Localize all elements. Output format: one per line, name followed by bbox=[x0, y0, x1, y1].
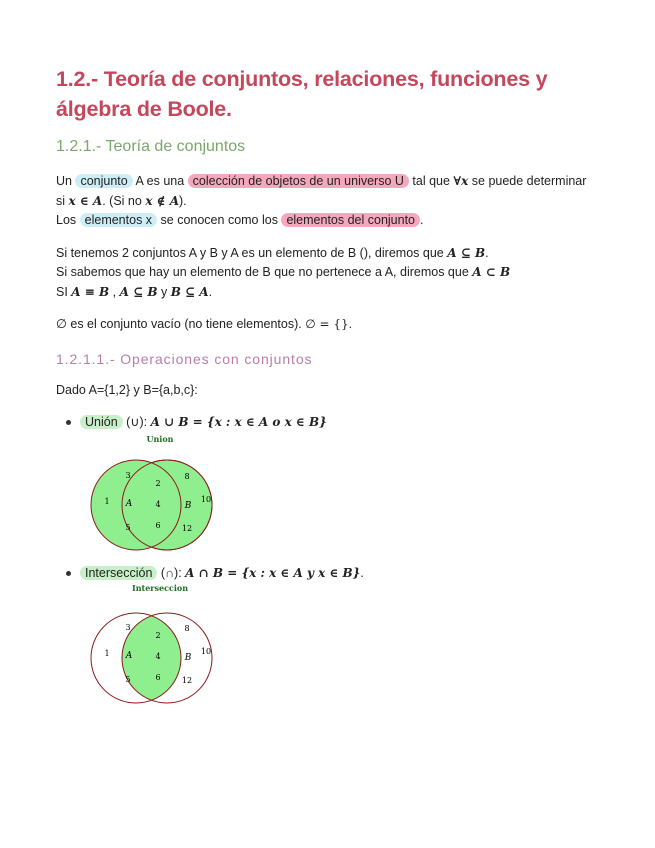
bullet-icon bbox=[66, 420, 71, 425]
highlight-interseccion: Intersección bbox=[80, 566, 157, 580]
definition-block bbox=[56, 172, 616, 231]
svg-text:4: 4 bbox=[155, 652, 161, 661]
highlight-conjunto: conjunto bbox=[75, 174, 132, 188]
math-a-subseteq-b: A ⊆ B bbox=[119, 284, 158, 299]
subset-line-2: Si sabemos que hay un elemento de B que no pertenece a A, diremos que A ⊂ B bbox=[56, 265, 511, 279]
definition-line-1: Un conjunto A es una colección de objetos de un universo U tal que ∀x se puede determinar bbox=[56, 174, 587, 188]
page-title: 1.2.- Teoría de conjuntos, relaciones, funciones y álgebra de Boole. bbox=[56, 67, 548, 121]
math-x-notin-a: x ∉ A bbox=[145, 193, 180, 208]
svg-text:2: 2 bbox=[155, 479, 161, 488]
math-x-in-a: x ∈ A bbox=[68, 193, 103, 208]
subset-line-3: SI A ≡ B , A ⊆ B y B ⊆ A. bbox=[56, 284, 213, 299]
highlight-union: Unión bbox=[80, 415, 123, 429]
empty-set-block bbox=[56, 315, 616, 335]
highlight-elementos-conjunto: elementos del conjunto bbox=[281, 213, 420, 227]
svg-text:10: 10 bbox=[200, 647, 212, 656]
svg-text:A: A bbox=[125, 499, 133, 509]
svg-text:1: 1 bbox=[104, 497, 110, 506]
union-diagram-wrap bbox=[80, 434, 616, 558]
given-sets: Dado A={1,2} y B={a,b,c}: bbox=[56, 382, 198, 397]
svg-text:A: A bbox=[125, 651, 133, 661]
math-forall: ∀x bbox=[453, 174, 469, 188]
highlight-coleccion: colección de objetos de un universo U bbox=[188, 174, 409, 188]
svg-text:5: 5 bbox=[125, 675, 131, 684]
svg-text:B: B bbox=[184, 653, 192, 663]
svg-text:6: 6 bbox=[155, 673, 161, 682]
math-subseteq: A ⊆ B bbox=[447, 245, 486, 260]
svg-text:5: 5 bbox=[125, 523, 131, 532]
svg-text:10: 10 bbox=[200, 495, 212, 504]
union-venn-diagram bbox=[86, 434, 246, 558]
svg-text:6: 6 bbox=[155, 521, 161, 530]
document-page bbox=[56, 64, 616, 707]
operations-title: 1.2.1.1.- Operaciones con conjuntos bbox=[56, 350, 313, 367]
svg-text:4: 4 bbox=[155, 500, 161, 509]
subset-block bbox=[56, 244, 616, 303]
svg-text:12: 12 bbox=[181, 524, 193, 533]
math-equiv: A ≡ B bbox=[71, 284, 110, 299]
svg-text:8: 8 bbox=[184, 624, 190, 633]
intersection-diagram-title: Interseccion bbox=[131, 583, 189, 593]
empty-set-line: ∅ es el conjunto vacío (no tiene elementos). ∅ = {}. bbox=[56, 317, 353, 331]
math-subset: A ⊂ B bbox=[472, 265, 511, 279]
svg-text:3: 3 bbox=[125, 471, 131, 480]
list-item-interseccion: Intersección (∩): A ∩ B = {x : x ∈ A y x ∈ B}. Interseccion 3 1 5 A 2 4 6 8 B 10 12 bbox=[56, 564, 616, 707]
definition-line-2: si x ∈ A. (Si no x ∉ A). bbox=[56, 193, 187, 208]
svg-text:B: B bbox=[184, 501, 192, 511]
svg-text:3: 3 bbox=[125, 623, 131, 632]
intersection-venn-diagram bbox=[86, 583, 246, 707]
list-item-union: Unión (∪): A ∪ B = {x : x ∈ A o x ∈ B} Union 3 1 5 A 2 4 6 8 B 10 12 bbox=[56, 413, 616, 558]
bullet-icon bbox=[66, 571, 71, 576]
intersection-diagram-wrap bbox=[80, 583, 616, 707]
subset-line-1: Si tenemos 2 conjuntos A y B y A es un elemento de B (), diremos que A ⊆ B. bbox=[56, 245, 489, 260]
math-empty-set: ∅ = {} bbox=[305, 317, 349, 331]
svg-text:1: 1 bbox=[104, 649, 110, 658]
math-b-subseteq-a: B ⊆ A bbox=[170, 284, 209, 299]
math-union: A ∪ B = {x : x ∈ A o x ∈ B} bbox=[150, 415, 327, 429]
operations-list bbox=[56, 413, 616, 707]
section-title: 1.2.1.- Teoría de conjuntos bbox=[56, 138, 246, 155]
math-intersection: A ∩ B = {x : x ∈ A y x ∈ B} bbox=[185, 566, 361, 580]
svg-text:8: 8 bbox=[184, 472, 190, 481]
highlight-elementos: elementos x bbox=[80, 213, 157, 227]
svg-text:12: 12 bbox=[181, 676, 193, 685]
svg-text:2: 2 bbox=[155, 631, 161, 640]
union-diagram-title: Union bbox=[146, 434, 174, 444]
definition-line-3: Los elementos x se conocen como los elementos del conjunto . bbox=[56, 213, 424, 227]
